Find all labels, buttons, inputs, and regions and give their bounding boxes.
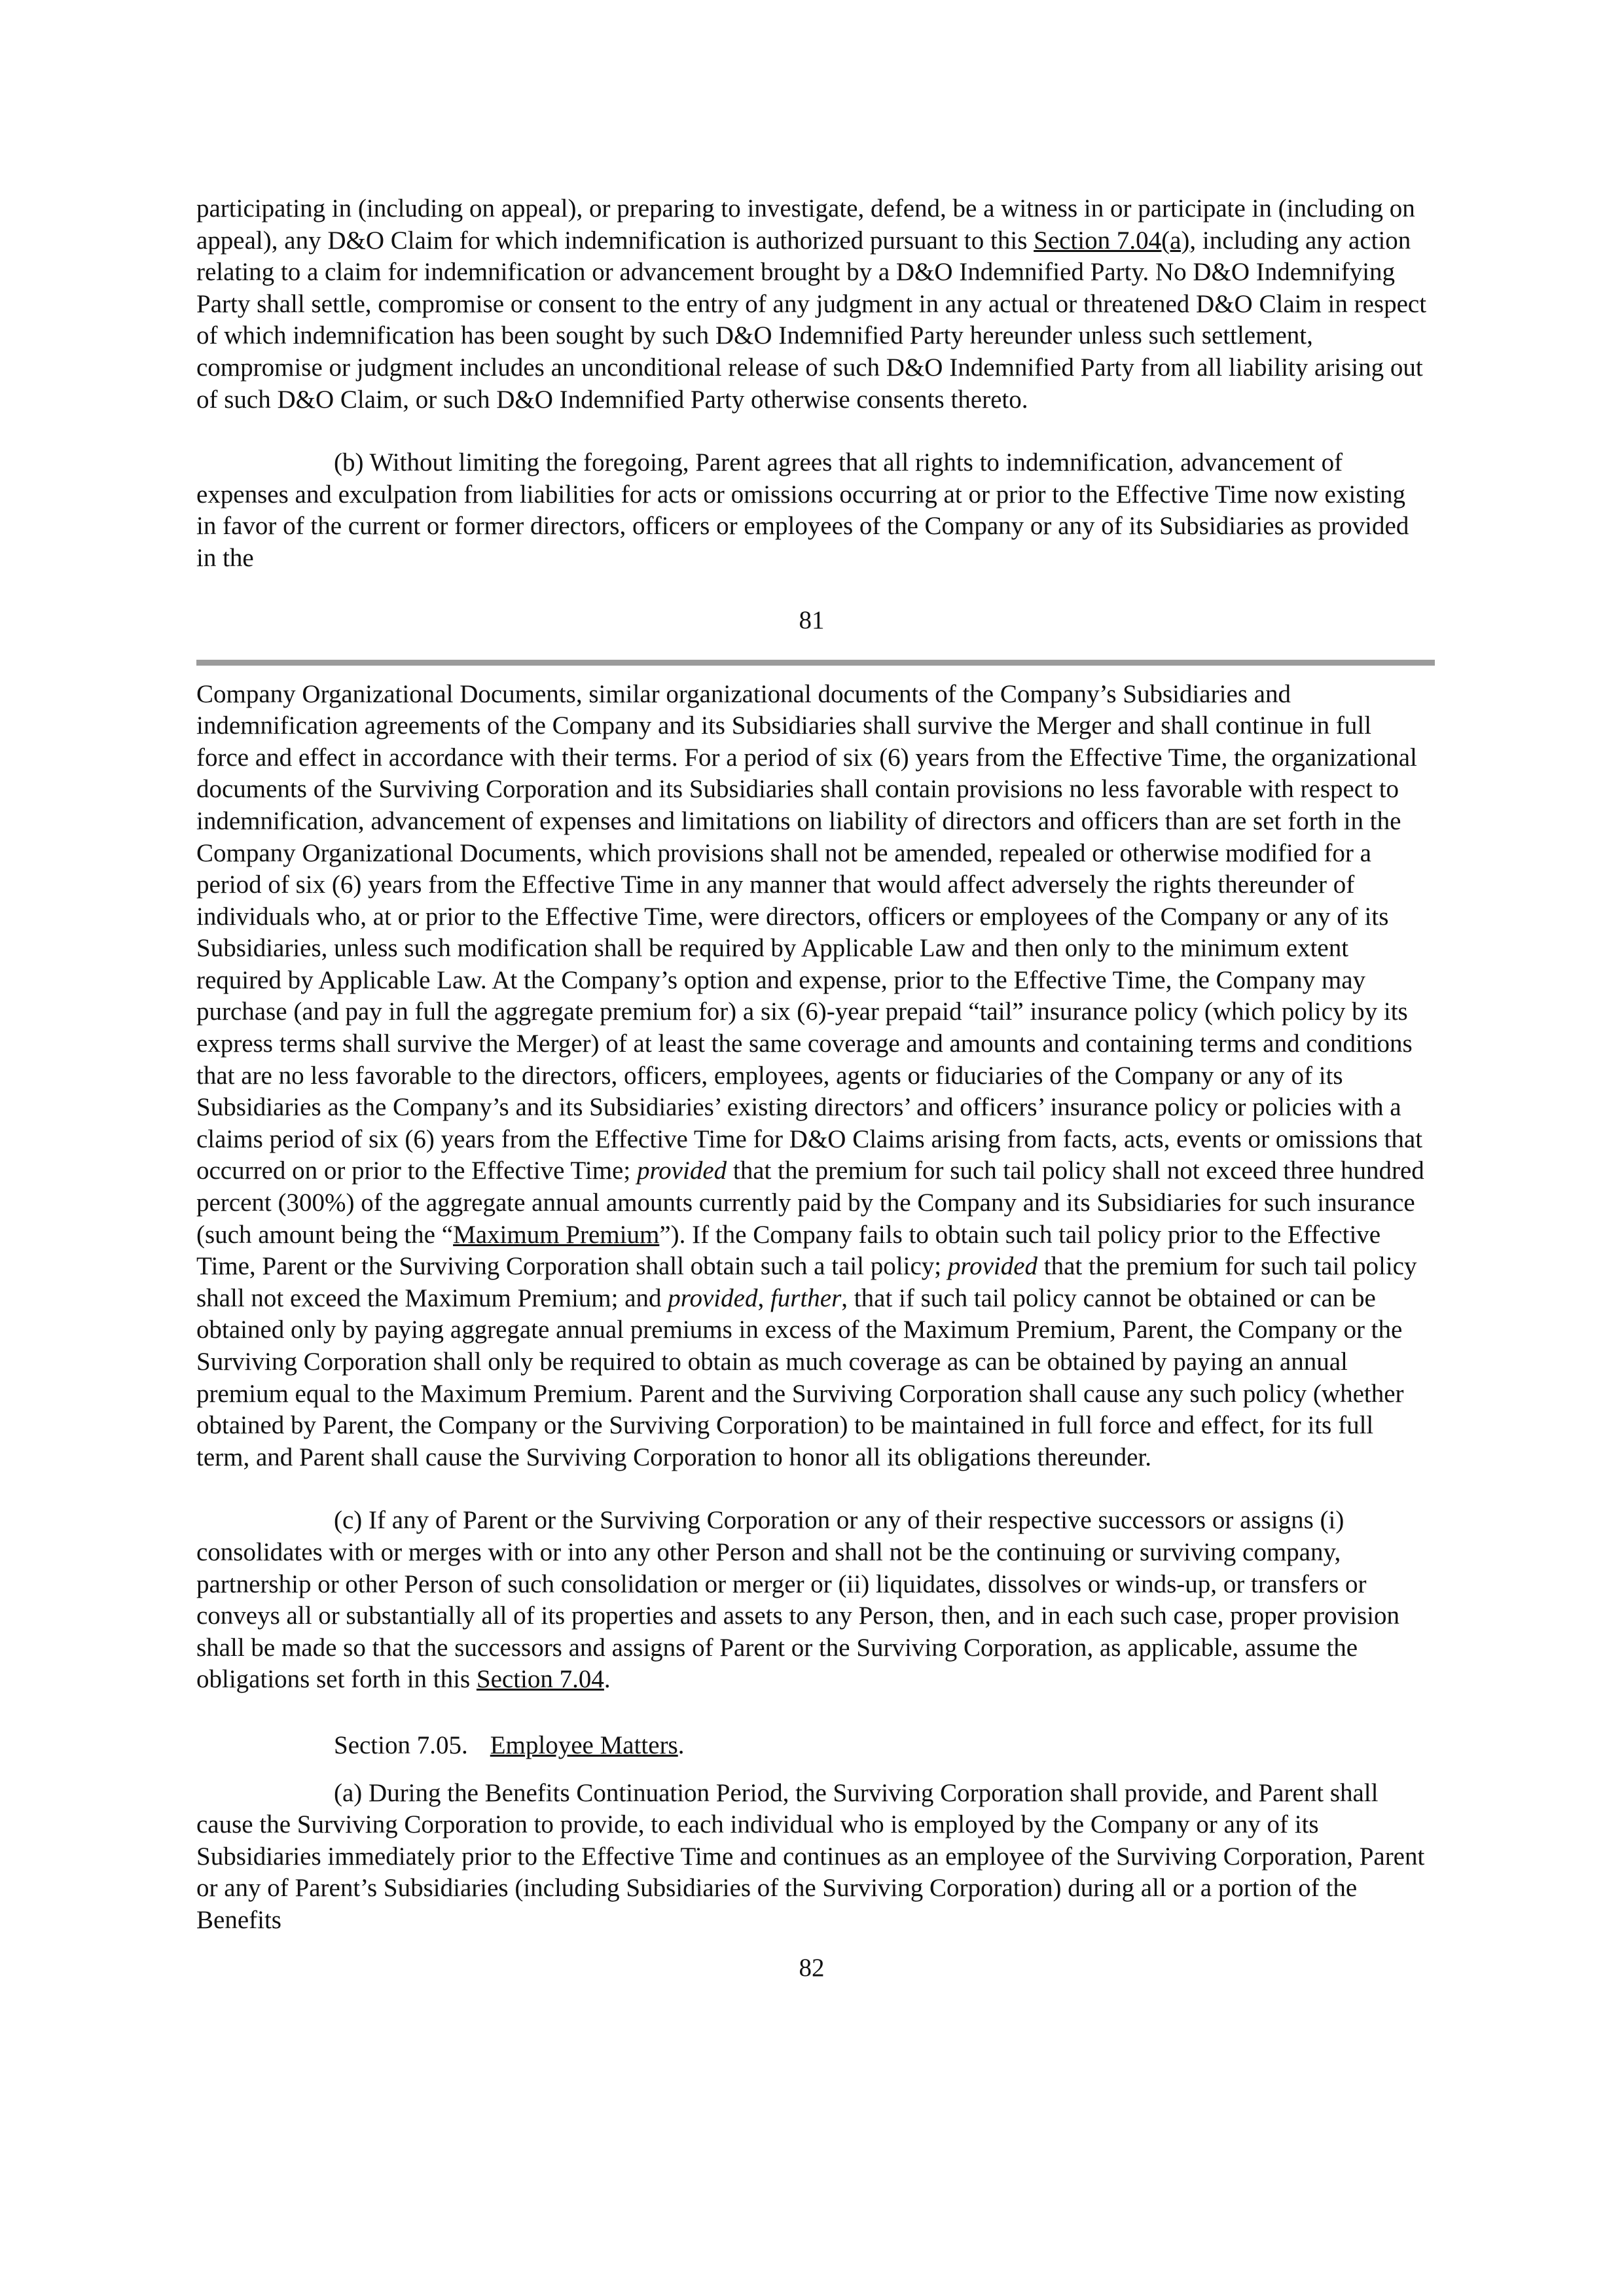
paragraph-b-continuation: Company Organizational Documents, similar organizational documents of the Company’s Subsidiaries and indemnification agreements of the Company and its Subsidiaries shall survive the Merger and shall continue in full force and effect in accordance with their terms. For a period of six (6) years from the Effective Time, the organizational documents of the Surviving Corporation and its Subsidiaries shall contain provisions no less favorable with respect to indemnification, advancement of expenses and limitations on liability of directors and officers than are set forth in the Company Organizational Documents, which provisions shall not be amended, repealed or otherwise modified for a period of six (6) years from the Effective Time in any manner that would affect adversely the rights thereunder of individuals who, at or prior to the Effective Time, were directors, officers or employees of the Company or any of its Subsidiaries, unless such modification shall be required by Applicable Law and then only to the minimum extent required by Applicable Law. At the Company’s option and expense, prior to the Effective Time, the Company may purchase (and pay in full the aggregate premium for) a six (6)-year prepaid “tail” insurance policy (which policy by its express terms shall survive the Merger) of at least the same coverage and amounts and containing terms and conditions that are no less favorable to the directors, officers, employees, agents or fiduciaries of the Company or any of its Subsidiaries as the Company’s and its Subsidiaries’ existing directors’ and officers’ insurance policy or policies with a claims period of six (6) years from the Effective Time for D&O Claims arising from facts, acts, events or omissions that occurred on or prior to the Effective Time; provided that the premium for such tail policy shall not exceed three hundred percent (300%) of the aggregate annual amounts currently paid by the Company and its Subsidiaries for such insurance (such amount being the “Maximum Premium”). If the Company fails to obtain such tail policy prior to the Effective Time, Parent or the Surviving Corporation shall obtain such a tail policy; provided that the premium for such tail policy shall not exceed the Maximum Premium; and provided, further, that if such tail policy cannot be obtained or can be obtained only by paying aggregate annual premiums in excess of the Maximum Premium, Parent, the Company or the Surviving Corporation shall only be required to obtain as much coverage as can be obtained by paying an annual premium equal to the Maximum Premium. Parent and the Surviving Corporation shall cause any such policy (whether obtained by Parent, the Company or the Surviving Corporation) to be maintained in full force and effect, for its full term, and Parent shall cause the Surviving Corporation to honor all its obligations thereunder. xyxy=(196,679,1424,1471)
paragraph-c: (c) If any of Parent or the Surviving Corporation or any of their respective successors or assigns (i) consolidates with or merges with or into any other Person and shall not be the continuing or surviving company, partnership or other Person of such consolidation or merger or (ii) liquidates, dissolves or winds-up, or transfers or conveys all or substantially all of its properties and assets to any Person, then, and in each such case, proper provision shall be made so that the successors and assigns of Parent or the Surviving Corporation, as applicable, assume the obligations set forth in this Section 7.04. xyxy=(196,1506,1399,1694)
paragraph-a: (a) During the Benefits Continuation Period, the Surviving Corporation shall provide, and Parent shall cause the Surviving Corporation to provide, to each individual who is employed by the Company or any of its Subsidiaries immediately prior to the Effective Time and continues as an employee of the Surviving Corporation, Parent or any of Parent’s Subsidiaries (including Subsidiaries of the Surviving Corporation) during all or a portion of the Benefits xyxy=(196,1778,1425,1934)
page-divider xyxy=(196,660,1435,666)
defined-term-maximum-premium: Maximum Premium xyxy=(453,1220,660,1249)
section-title: Employee Matters xyxy=(490,1731,678,1759)
paragraph-continuation-81: participating in (including on appeal), or preparing to investigate, defend, be a witness in or participate in (including on appeal), any D&O Claim for which indemnification is authorized pursuant to this Section 7.04(a), including any action relating to a claim for indemnification or advancement brought by a D&O Indemnified Party. No D&O Indemnifying Party shall settle, compromise or consent to the entry of any judgment in any actual or threatened D&O Claim in respect of which indemnification has been sought by such D&O Indemnified Party hereunder unless such settlement, compromise or judgment includes an unconditional release of such D&O Indemnified Party from all liability arising out of such D&O Claim, or such D&O Indemnified Party otherwise consents thereto. xyxy=(196,194,1427,414)
section-number: Section 7.05. xyxy=(334,1731,468,1759)
section-reference-link: Section 7.04 xyxy=(476,1665,604,1694)
paragraph-b: (b) Without limiting the foregoing, Parent agrees that all rights to indemnification, advancement of expenses and exculpation from liabilities for acts or omissions occurring at or prior to the Effective Time now existing in favor of the current or former directors, officers or employees of the Company or any of its Subsidiaries as provided in the xyxy=(196,448,1409,572)
document-page xyxy=(196,193,1427,1984)
page-number-82: 82 xyxy=(799,1953,825,1982)
section-reference-link: Section 7.04(a) xyxy=(1034,226,1190,255)
page-number-81: 81 xyxy=(799,605,825,634)
section-heading: Section 7.05. Employee Matters. xyxy=(334,1731,685,1759)
